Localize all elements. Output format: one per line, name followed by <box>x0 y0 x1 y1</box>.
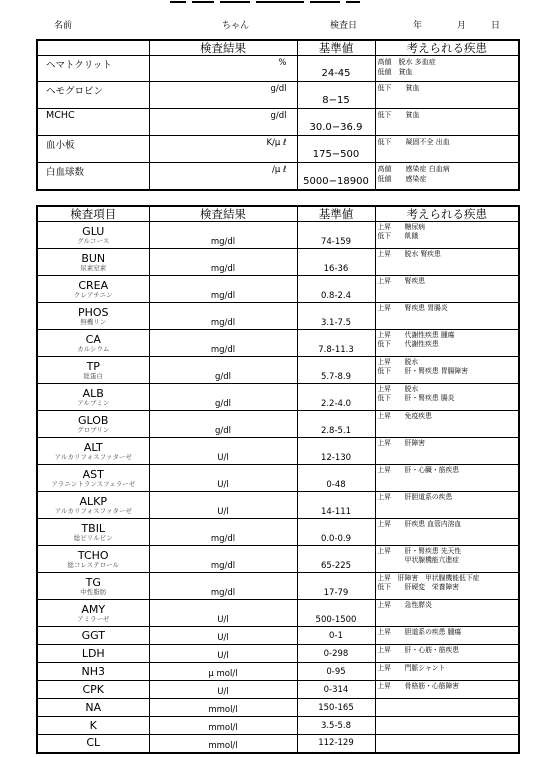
test-name-kana: カルシウム <box>77 344 110 353</box>
disease-line: 上昇 代謝性疾患 腫瘍 <box>377 331 455 339</box>
disease-line: 上昇 胆道系の疾患 腫瘍 <box>377 628 462 636</box>
result-cell: mmol/l <box>149 717 297 735</box>
test-code: TP <box>86 359 100 373</box>
table-row <box>37 109 519 136</box>
table-row <box>37 519 519 546</box>
test-code: GLU <box>82 224 105 238</box>
result-cell: U/l <box>149 438 297 465</box>
result-cell: g/dl <box>149 82 297 109</box>
disease-cell <box>375 109 519 136</box>
blood-count-table <box>36 39 520 191</box>
test-name-cell <box>37 411 149 438</box>
disease-line: 上昇 肝胆道系の疾患 <box>377 493 453 501</box>
disease-cell <box>375 384 519 411</box>
reference-range-cell: 2.8-5.1 <box>297 411 375 438</box>
test-name-kana: アルブミン <box>77 398 110 407</box>
disease-line: 低値 感染症 <box>377 175 427 183</box>
header-cell: 考えられる疾患 <box>375 206 519 222</box>
test-name-cell <box>37 600 149 627</box>
disease-line: 甲状腺機能亢進症 <box>377 556 460 564</box>
table-row <box>37 136 519 163</box>
result-cell: mg/dl <box>149 330 297 357</box>
result-cell: K/μ ℓ <box>149 136 297 163</box>
table-row <box>37 681 519 699</box>
header-cell: 基準値 <box>297 40 375 56</box>
disease-line: 上昇 肝疾患 血管内溶血 <box>377 520 462 528</box>
disease-cell <box>375 411 519 438</box>
disease-line: 低下 肝・腎疾患 腸炎 <box>377 394 455 402</box>
disease-cell <box>375 627 519 645</box>
result-cell: /μ ℓ <box>149 163 297 190</box>
table-row <box>37 357 519 384</box>
chan-label: ちゃん <box>222 21 250 31</box>
test-name-cell <box>37 573 149 600</box>
table-row <box>37 492 519 519</box>
reference-range-cell: 112-129 <box>297 735 375 753</box>
disease-line: 上昇 腎疾患 <box>377 277 426 285</box>
result-cell: mg/dl <box>149 519 297 546</box>
disease-line: 上昇 肝・腎疾患 先天性 <box>377 547 462 555</box>
reference-range-cell: 17-79 <box>297 573 375 600</box>
table-row <box>37 276 519 303</box>
disease-line: 上昇 糖尿病 <box>377 223 426 231</box>
reference-range-cell: 24-45 <box>297 56 375 82</box>
table-row <box>37 384 519 411</box>
reference-range-cell: 500-1500 <box>297 600 375 627</box>
disease-cell <box>375 600 519 627</box>
test-name-cell <box>37 384 149 411</box>
test-name-cell <box>37 627 149 645</box>
test-name-cell <box>37 357 149 384</box>
test-code: CA <box>85 332 101 346</box>
table-row <box>37 663 519 681</box>
result-cell: U/l <box>149 492 297 519</box>
table-row <box>37 717 519 735</box>
disease-cell <box>375 645 519 663</box>
test-name-cell <box>37 735 149 753</box>
test-code: TG <box>85 575 101 589</box>
test-code: GLOB <box>78 413 109 427</box>
reference-range-cell: 3.1-7.5 <box>297 303 375 330</box>
disease-line: 上昇 脱水 腎疾患 <box>377 250 441 258</box>
result-cell: g/dl <box>149 109 297 136</box>
test-code: LDH <box>81 646 105 660</box>
test-code: ALT <box>83 440 103 454</box>
disease-line: 低下 飢餓 <box>377 232 419 240</box>
disease-cell <box>375 519 519 546</box>
reference-range-cell: 5.7-8.9 <box>297 357 375 384</box>
disease-line: 上昇 免疫疾患 <box>377 412 432 420</box>
test-name-kana: グロブリン <box>77 425 110 434</box>
disease-cell <box>375 465 519 492</box>
result-cell: mmol/l <box>149 735 297 753</box>
disease-line: 上昇 脱水 <box>377 385 419 393</box>
disease-line: 高値 脱水 多血症 <box>377 58 436 66</box>
reference-range-cell: 0.8-2.4 <box>297 276 375 303</box>
test-name-cell <box>37 717 149 735</box>
result-cell: U/l <box>149 465 297 492</box>
disease-cell <box>375 699 519 717</box>
disease-line: 低下 肝硬変 栄養障害 <box>377 583 460 591</box>
reference-range-cell: 30.0−36.9 <box>297 109 375 136</box>
disease-line: 低下 肝・腎疾患 胃腸障害 <box>377 367 469 375</box>
table-row <box>37 82 519 109</box>
disease-cell <box>375 546 519 573</box>
test-name-kana: 総蛋白 <box>83 371 103 380</box>
result-cell: mg/dl <box>149 276 297 303</box>
test-name-cell: MCHC <box>37 109 149 136</box>
year-label: 年 <box>413 21 423 31</box>
result-cell: U/l <box>149 645 297 663</box>
disease-cell <box>375 681 519 699</box>
table-row <box>37 627 519 645</box>
test-name-kana: 尿素窒素 <box>80 263 107 272</box>
test-code: NH3 <box>81 664 105 678</box>
test-name-cell <box>37 645 149 663</box>
reference-range-cell: 8−15 <box>297 82 375 109</box>
reference-range-cell: 7.8-11.3 <box>297 330 375 357</box>
test-code: BUN <box>81 251 106 265</box>
result-cell: μ mol/l <box>149 663 297 681</box>
disease-cell <box>375 136 519 163</box>
disease-cell <box>375 249 519 276</box>
reference-range-cell: 5000−18900 <box>297 163 375 190</box>
header-cell: 検査結果 <box>149 40 297 56</box>
disease-line: 低下 貧血 <box>377 84 420 92</box>
table-row <box>37 163 519 190</box>
result-cell: g/dl <box>149 384 297 411</box>
test-name-kana: アルカリフォスファターゼ <box>54 452 132 461</box>
table-row <box>37 600 519 627</box>
reference-range-cell: 0-95 <box>297 663 375 681</box>
test-name-kana: 無機リン <box>80 317 107 326</box>
test-name-cell <box>37 546 149 573</box>
test-name-cell <box>37 303 149 330</box>
test-name-cell <box>37 438 149 465</box>
test-name-cell <box>37 663 149 681</box>
disease-cell <box>375 276 519 303</box>
table-header-row <box>37 206 519 222</box>
test-name-kana: アルカリフォスファターゼ <box>54 506 132 515</box>
result-cell: mg/dl <box>149 573 297 600</box>
disease-line: 上昇 門脈シャント <box>377 664 446 672</box>
table-row <box>37 249 519 276</box>
test-name-cell <box>37 699 149 717</box>
test-name-cell <box>37 492 149 519</box>
cut-off-title <box>170 0 390 5</box>
table-row <box>37 303 519 330</box>
disease-cell <box>375 735 519 753</box>
disease-line: 上昇 肝・心臓・筋疾患 <box>377 466 460 474</box>
disease-line: 低下 代謝性疾患 <box>377 340 439 348</box>
test-name-kana: アミラーゼ <box>77 614 110 623</box>
table-row <box>37 546 519 573</box>
result-cell: U/l <box>149 627 297 645</box>
test-code: TCHO <box>77 548 109 562</box>
header-cell: 検査結果 <box>149 206 297 222</box>
exam-date-label: 検査日 <box>330 21 358 31</box>
header-cell: 基準値 <box>297 206 375 222</box>
test-name-kana: グルコース <box>77 236 110 245</box>
disease-line: 低値 貧血 <box>377 68 413 76</box>
table-row <box>37 222 519 249</box>
test-name-cell <box>37 222 149 249</box>
test-name-cell: 血小板 <box>37 136 149 163</box>
table-row <box>37 330 519 357</box>
result-cell: g/dl <box>149 411 297 438</box>
test-code: CPK <box>82 682 105 696</box>
disease-cell <box>375 573 519 600</box>
disease-cell <box>375 303 519 330</box>
reference-range-cell: 0-314 <box>297 681 375 699</box>
reference-range-cell: 3.5-5.8 <box>297 717 375 735</box>
name-label: 名前 <box>54 21 73 31</box>
test-name-cell: ヘマトクリット <box>37 56 149 82</box>
table-row <box>37 699 519 717</box>
test-code: TBIL <box>81 521 106 535</box>
header-cell <box>37 40 149 56</box>
disease-cell <box>375 663 519 681</box>
test-code: AMY <box>81 602 106 616</box>
table-header-row <box>37 40 519 56</box>
table-row <box>37 465 519 492</box>
disease-cell <box>375 330 519 357</box>
test-code: AST <box>82 467 104 481</box>
test-code: CL <box>86 736 101 750</box>
result-cell: mg/dl <box>149 249 297 276</box>
result-cell: g/dl <box>149 357 297 384</box>
disease-line: 上昇 腎疾患 胃腸炎 <box>377 304 448 312</box>
header-cell: 検査項目 <box>37 206 149 222</box>
table-row <box>37 56 519 82</box>
test-code: PHOS <box>77 305 109 319</box>
result-cell: mmol/l <box>149 699 297 717</box>
disease-line: 上昇 肝障害 <box>377 439 426 447</box>
disease-cell <box>375 717 519 735</box>
result-cell: U/l <box>149 681 297 699</box>
reference-range-cell: 0-48 <box>297 465 375 492</box>
test-code: CREA <box>78 278 109 292</box>
reference-range-cell: 65-225 <box>297 546 375 573</box>
test-name-kana: 総コレステロール <box>67 560 120 569</box>
reference-range-cell: 0-298 <box>297 645 375 663</box>
disease-line: 上昇 肝・心筋・筋疾患 <box>377 646 460 654</box>
test-code: K <box>89 718 97 732</box>
disease-cell <box>375 222 519 249</box>
month-label: 月 <box>457 21 467 31</box>
reference-range-cell: 175−500 <box>297 136 375 163</box>
test-code: ALB <box>82 386 104 400</box>
test-name-cell <box>37 519 149 546</box>
disease-line: 高値 感染症 白血病 <box>377 165 450 173</box>
reference-range-cell: 2.2-4.0 <box>297 384 375 411</box>
result-cell: U/l <box>149 600 297 627</box>
disease-line: 上昇 骨格筋・心筋障害 <box>377 682 460 690</box>
test-name-cell: 白血球数 <box>37 163 149 190</box>
test-name-kana: 総ビリルビン <box>73 533 113 542</box>
disease-cell <box>375 82 519 109</box>
test-name-kana: 中性脂肪 <box>80 587 107 596</box>
reference-range-cell: 14-111 <box>297 492 375 519</box>
result-cell: mg/dl <box>149 546 297 573</box>
form-header <box>0 18 536 34</box>
biochemistry-table <box>36 205 520 754</box>
test-name-cell <box>37 330 149 357</box>
disease-cell <box>375 357 519 384</box>
test-name-kana: クレアチニン <box>73 290 113 299</box>
reference-range-cell: 12-130 <box>297 438 375 465</box>
test-name-cell <box>37 465 149 492</box>
test-code: NA <box>85 700 102 714</box>
table-row <box>37 573 519 600</box>
reference-range-cell: 74-159 <box>297 222 375 249</box>
test-code: GGT <box>81 628 105 642</box>
disease-line: 低下 貧血 <box>377 111 420 119</box>
disease-cell <box>375 163 519 190</box>
table-row <box>37 438 519 465</box>
reference-range-cell: 0.0-0.9 <box>297 519 375 546</box>
table-row <box>37 411 519 438</box>
day-label: 日 <box>491 21 501 31</box>
table-row <box>37 735 519 753</box>
disease-cell <box>375 492 519 519</box>
test-name-kana: アラニントランスフェラーゼ <box>51 479 136 488</box>
test-name-cell <box>37 249 149 276</box>
table-row <box>37 645 519 663</box>
test-name-cell <box>37 681 149 699</box>
disease-cell <box>375 56 519 82</box>
test-name-cell: ヘモグロビン <box>37 82 149 109</box>
reference-range-cell: 16-36 <box>297 249 375 276</box>
result-cell: mg/dl <box>149 303 297 330</box>
test-name-cell <box>37 276 149 303</box>
header-cell: 考えられる疾患 <box>375 40 519 56</box>
test-code: ALKP <box>79 494 107 508</box>
disease-line: 上昇 脱水 <box>377 358 419 366</box>
disease-cell <box>375 438 519 465</box>
reference-range-cell: 150-165 <box>297 699 375 717</box>
result-cell: % <box>149 56 297 82</box>
disease-line: 上昇 肝障害 甲状腺機能低下症 <box>377 574 480 582</box>
reference-range-cell: 0-1 <box>297 627 375 645</box>
result-cell: mg/dl <box>149 222 297 249</box>
disease-line: 上昇 急性膵炎 <box>377 601 432 609</box>
disease-line: 低下 凝固不全 出血 <box>377 138 450 146</box>
